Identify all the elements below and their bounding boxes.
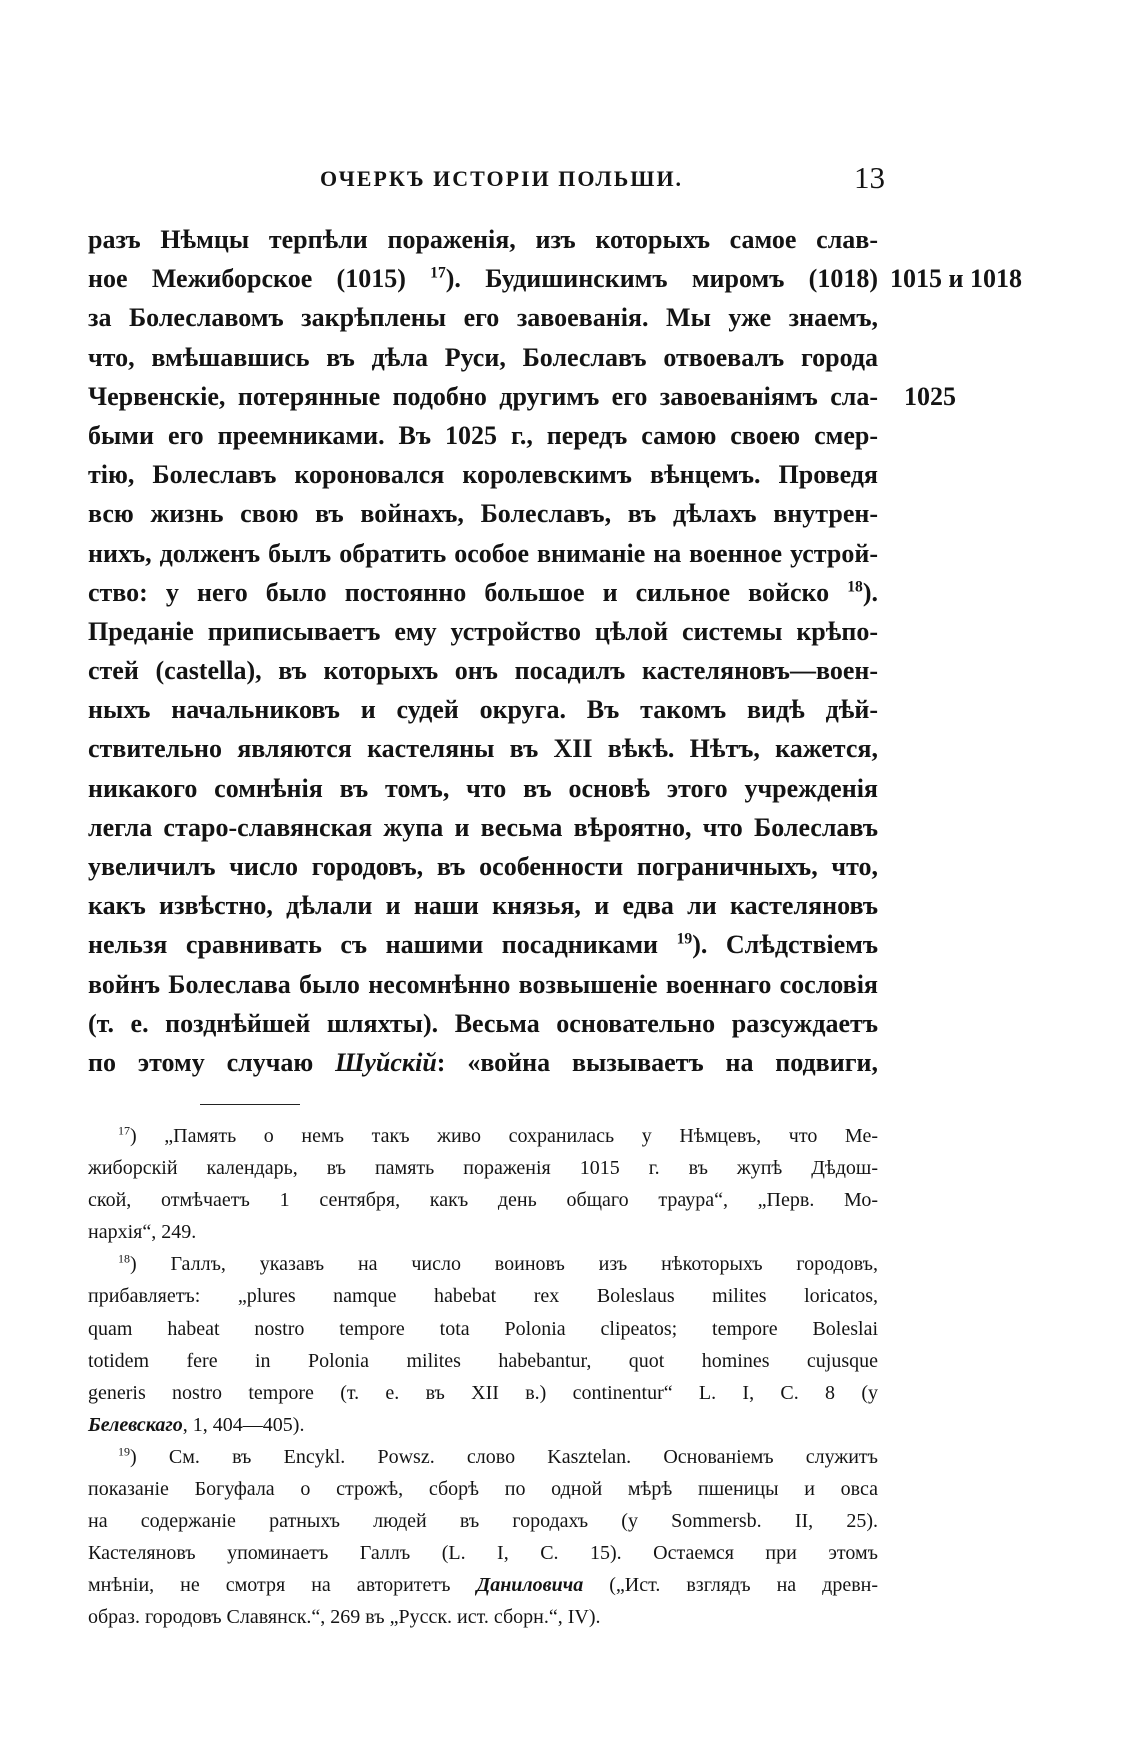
running-title: ОЧЕРКЪ ИСТОРІИ ПОЛЬШИ.: [320, 166, 684, 191]
footnote-19: $^{19}$) См. въ Encykl. Powsz. слово Kasztelan. Основаніемъ служитъ: [118, 1444, 878, 1468]
text-line: ствительно являются кастеляны въ XII вѣкѣ. Нѣтъ, кажется,: [88, 734, 878, 764]
footnote-line: generis nostro tempore (т. е. въ XII в.) continentur“ L. I, C. 8 (у: [88, 1381, 878, 1404]
text-line: войнъ Болеслава было несомнѣнно возвышеніе военнаго сословія: [88, 969, 878, 999]
text-line: никакого сомнѣнія въ томъ, что въ основѣ этого учрежденія: [88, 773, 878, 803]
footnote-17: $^{17}$) „Память о немъ такъ живо сохранилась у Нѣмцевъ, что Ме-: [118, 1123, 878, 1147]
footnote-ref: 17: [430, 264, 446, 282]
footnote-ref: 18: [847, 578, 863, 596]
text-line: за Болеславомъ закрѣплены его завоеванія. Мы уже знаемъ,: [88, 303, 878, 333]
footnote-line: Кастеляновъ упоминаетъ Галлъ (L. I, C. 15). Остаемся при этомъ: [88, 1542, 878, 1565]
text-line: разъ Нѣмцы терпѣли пораженія, изъ которыхъ самое слав-: [88, 225, 878, 254]
footnote-line: показаніе Богуфала о строжѣ, сборѣ по одной мѣрѣ пшеницы и овса: [88, 1478, 878, 1501]
footnote-line: quam habeat nostro tempore tota Polonia clipeatos; tempore Boleslai: [88, 1317, 878, 1340]
margin-note-year: 1025: [904, 382, 956, 411]
text-line: всю жизнь свою въ войнахъ, Болеславъ, въ дѣлахъ внутрен-: [88, 499, 878, 529]
footnote-divider: [200, 1104, 300, 1105]
footnote-line: мнѣніи, не смотря на авторитетъ Даниловича („Ист. взглядъ на древн-: [88, 1574, 879, 1597]
text-line: по этому случаю Шуйскій: «война вызываетъ на подвиги,: [88, 1047, 878, 1077]
margin-note-year: 1015 и 1018: [890, 264, 1022, 293]
text-line: тію, Болеславъ короновался королевскимъ вѣнцемъ. Проведя: [88, 460, 878, 490]
page-header: [85, 160, 885, 200]
text-line: что, вмѣшавшись въ дѣла Руси, Болеславъ отвоевалъ города: [88, 342, 878, 372]
footnote-line: ской, отмѣчаетъ 1 сентября, какъ день общаго траура“, „Перв. Мо-: [88, 1189, 878, 1212]
author-name: Шуйскій: [335, 1047, 437, 1077]
footnote-line: нархія“, 249.: [88, 1221, 197, 1244]
text-line: ство: у него было постоянно большое и сильное войско $^{18}$).: [88, 577, 878, 607]
footnote-ref: 19: [676, 930, 693, 948]
footnote-line: образ. городовъ Славянск.“, 269 въ „Русск. ист. сборн.“, IV).: [88, 1606, 601, 1629]
text-line: ное Межиборское (1015) $^{17}$). Будишинскимъ миромъ (1018): [88, 264, 878, 294]
footnote-18: $^{18}$) Галлъ, указавъ на число воиновъ изъ нѣкоторыхъ городовъ,: [118, 1251, 878, 1276]
text-line: какъ извѣстно, дѣлали и наши князья, и едва ли кастеляновъ: [88, 891, 878, 921]
footnotes: [88, 1120, 878, 1634]
text-line: ныхъ начальниковъ и судей округа. Въ такомъ видѣ дѣй-: [88, 695, 878, 725]
footnote-line: на содержаніе ратныхъ людей въ городахъ (у Sommersb. II, 25).: [88, 1510, 878, 1533]
main-text: [88, 220, 878, 1082]
text-line: быми его преемниками. Въ 1025 г., передъ самою своею смер-: [88, 420, 878, 450]
author-name: Даниловича: [476, 1574, 584, 1597]
page-number: 13: [854, 160, 885, 195]
footnote-line: totidem fere in Polonia milites habebantur, quot homines cujusque: [88, 1349, 878, 1372]
footnote-line: прибавляетъ: „plures namque habebat rex Boleslaus milites loricatos,: [88, 1285, 878, 1308]
text-line: Преданіе приписываетъ ему устройство цѣлой системы крѣпо-: [88, 616, 878, 646]
footnote-marker: 19: [118, 1444, 130, 1459]
author-name: Белевскаго: [88, 1413, 183, 1436]
footnote-marker: 18: [118, 1251, 130, 1266]
text-line: легла старо-славянская жупа и весьма вѣроятно, что Болеславъ: [88, 812, 878, 842]
text-line: Червенскіе, потерянные подобно другимъ его завоеваніямъ сла-: [88, 381, 878, 411]
footnote-marker: 17: [118, 1123, 130, 1138]
text-line: нельзя сравнивать съ нашими посадниками $^{19}$). Слѣдствіемъ: [88, 930, 879, 960]
footnote-line: жиборскій календарь, въ память пораженія 1015 г. въ жупѣ Дѣдош-: [88, 1157, 878, 1180]
footnote-line: Белевскаго, 1, 404—405).: [88, 1413, 305, 1436]
text-line: стей (castella), въ которыхъ онъ посадилъ кастеляновъ—воен-: [88, 656, 878, 686]
text-line: увеличилъ число городовъ, въ особенности пограничныхъ, что,: [88, 852, 878, 881]
text-line: нихъ, долженъ былъ обратить особое вниманіе на военное устрой-: [88, 538, 878, 568]
text-line: (т. е. позднѣйшей шляхты). Весьма основательно разсуждаетъ: [88, 1008, 878, 1038]
